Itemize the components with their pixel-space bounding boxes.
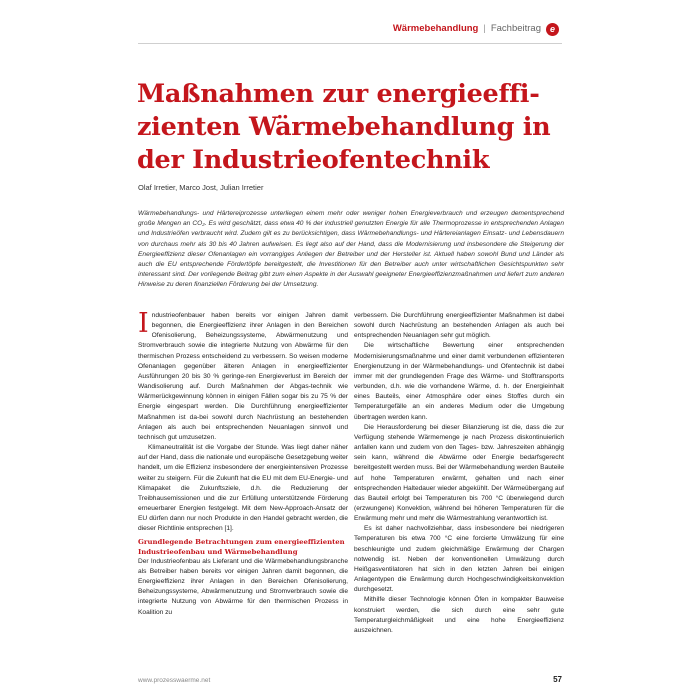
body-paragraph: verbessern. Die Durchführung energieeffizienter Maßnahmen ist dabei sowohl durch Nachrüstung an bestehenden Anlagen als auch bei entsprechenden Neuanlagen sehr gut möglich. [354, 312, 564, 340]
publisher-logo-icon: e [546, 23, 559, 36]
body-paragraph: Klimaneutralität ist die Vorgabe der Stunde. Was liegt daher näher auf der Hand, dass die nationale und europäische Gesetzgebung weiter handelt, um die Effizienz insbesondere der energieintensiven Prozesse weiter zu steigern. Für die Zukunft hat die EU mit dem EU-Energie- und Klimapaket die Zukunftsziele, d.h. die Reduzierung der Treibhausemissionen und die zur Erfüllung unterstützende Förderung erneuerbarer Energien festgelegt. Mit dem New-Approach-Ansatz der EU dürfen dann nur noch Produkte in den Handel gebracht werden, die dieser Richtlinie entsprechen [1]. [138, 444, 348, 533]
page-header [393, 22, 559, 36]
header-separator: | [483, 23, 486, 34]
footer-url: www.prozesswaerme.net [138, 677, 211, 684]
section-label: Wärmebehandlung [392, 23, 479, 34]
body-paragraph: Es ist daher nachvollziehbar, dass insbesondere bei niedrigeren Temperaturen bis etwa 700 °C eine forcierte Umwälzung für eine beschleunigte und zudem gleichmäßige Erwärmung der Chargen notwendig ist. Neben der konventionellen Umwälzung durch Heißgasventilatoren hat sich in den letzten Jahren bei einigen Anlagentypen die Erwärmung durch Hochgeschwindigkeitskonvektion durchgesetzt. [354, 525, 564, 594]
article-type-label: Fachbeitrag [490, 23, 541, 34]
body-paragraph: Mithilfe dieser Technologie können Öfen in kompakter Bauweise konstruiert werden, die sich durch eine sehr gute Temperaturgleichmäßigkeit und eine hohe Energieeffizienz auszeichnen. [354, 596, 564, 634]
body-paragraph [138, 308, 348, 443]
title-line: zienten Wärmebehandlung in [137, 112, 551, 142]
page-number: 57 [553, 675, 562, 684]
paragraph-text: ndustrieofenbauer haben bereits vor einigen Jahren damit begonnen, die Energieeffizienz ihrer Anlagen in den Bereichen Ofenisolierung, Beheizungssysteme, Abwärmenutzung und Stromverbrauch sowie die integrierte Nutzung von Abwärme für den thermischen Prozess entscheidend zu verbessern. So weisen moderne Ofenanlagen gegenüber älteren Anlagen in energieeffizienter Ausführungen 20 bis 30 % geringe-ren Energieverlust im Bereich der Wandisolierung auf. Durch Maßnahmen der Abgas-technik wie Wärmerückgewinnung können in einigen Fällen sogar bis zu 75 % der Energie eingespart werden. Die Durchführung energieeffizienter Maßnahmen ist da-bei sowohl durch Nachrüstung an bestehenden Anlagen als auch bei entsprechenden Neuanlagen sinnvoll und technisch gut umzusetzen. [138, 312, 348, 441]
article-authors: Olaf Irretier, Marco Jost, Julian Irretier [138, 183, 264, 192]
title-line: Maßnahmen zur energieeffi- [137, 79, 540, 109]
body-paragraph: Der Industrieofenbau als Lieferant und die Wärmebehandlungsbranche als Betreiber haben bereits vor einigen Jahren damit begonnen, die Energieeffizienz ihrer Anlagen in den Bereichen Ofenisolierung, Beheizungssysteme, Abwärmenutzung und Stromverbrauch sowie die integrierte Nutzung von Abwärme für den thermischen Prozess in Koalition zu [138, 557, 348, 616]
section-subheading: Grundlegende Betrachtungen zum energieeffizienten Industrieofenbau und Wärmebehandlung [138, 538, 345, 556]
body-paragraph: Die Herausforderung bei dieser Bilanzierung ist die, dass die zur Verfügung stehende Wärmemenge je nach Prozess diskontinuierlich anfallen kann und zudem von den Tages- bzw. Jahreszeiten abhängig sein kann, während die Abwärme oder Energie bedarfsgerecht bereitgestellt werden muss. Bei der Wärmebehandlung werden Bauteile auf hohe Temperaturen erwärmt, gehalten und nach einer entsprechenden Haltedauer wieder abgekühlt. Der Wärmeübergang auf das Bauteil erfolgt bei Temperaturen bis 700 °C überwiegend durch (erzwungene) Konvektion, während bei höheren Temperaturen für die Erwärmung mehr und mehr die Wärmestrahlung verantwortlich ist. [354, 423, 564, 523]
body-column-left [138, 308, 348, 618]
drop-cap: I [138, 308, 149, 339]
article-title [137, 78, 577, 177]
body-column-right [354, 311, 564, 636]
header-divider [138, 43, 562, 44]
title-line: der Industrieofentechnik [137, 145, 490, 175]
article-abstract: Wärmebehandlungs- und Härtereiprozesse unterliegen einem mehr oder weniger hohen Energieverbrauch und erzeugen dementsprechend große Mengen an CO₂. Es wird geschätzt, dass etwa 40 % der industriell genutzten Energie für alle Thermoprozesse in entsprechenden Anlagen und Industrieöfen verbraucht wird. Zudem gilt es zu berücksichtigen, dass Wärmebehandlungs- und Härtereianlagen Einsatz- und Lebensdauern von durchaus mehr als 30 bis 40 Jahren aufweisen. Es liegt also auf der Hand, dass die Modernisierung und insbesondere die Steigerung der Energieeffizienz dieser Ofenanlagen ein vorrangiges Anliegen der Betreiber und der Hersteller ist. Aktuell haben sowohl Bund und Länder als auch die EU entsprechende Fördertöpfe bereitgestellt, die Investitionen für den Betreiber auch unter wirtschaftlichen Gesichtspunkten sehr interessant sind. Der vorliegende Beitrag gibt zum einen Aspekte in der Auswahl geeigneter Energieeffizienzmaßnahmen und liefert zum anderen Hinweise zu deren finanziellen Förderung bei der Umsetzung. [138, 210, 564, 289]
body-paragraph: Die wirtschaftliche Bewertung einer entsprechenden Modernisierungsmaßnahme und einer damit verbundenen effizienteren Energienutzung in der Wärmebehandlungs- und Ofentechnik ist dabei immer mit der grundlegenden Frage des Wärme- und Stofftransports verbunden, d.h. wie die vorhandene Wärme, d. h. der Energieinhalt eines Bauteils, einer Atmosphäre oder eines Stoffes durch ein Temperaturgefälle an ein anderes Medium oder die Umgebung übertragen werden kann. [354, 342, 564, 421]
